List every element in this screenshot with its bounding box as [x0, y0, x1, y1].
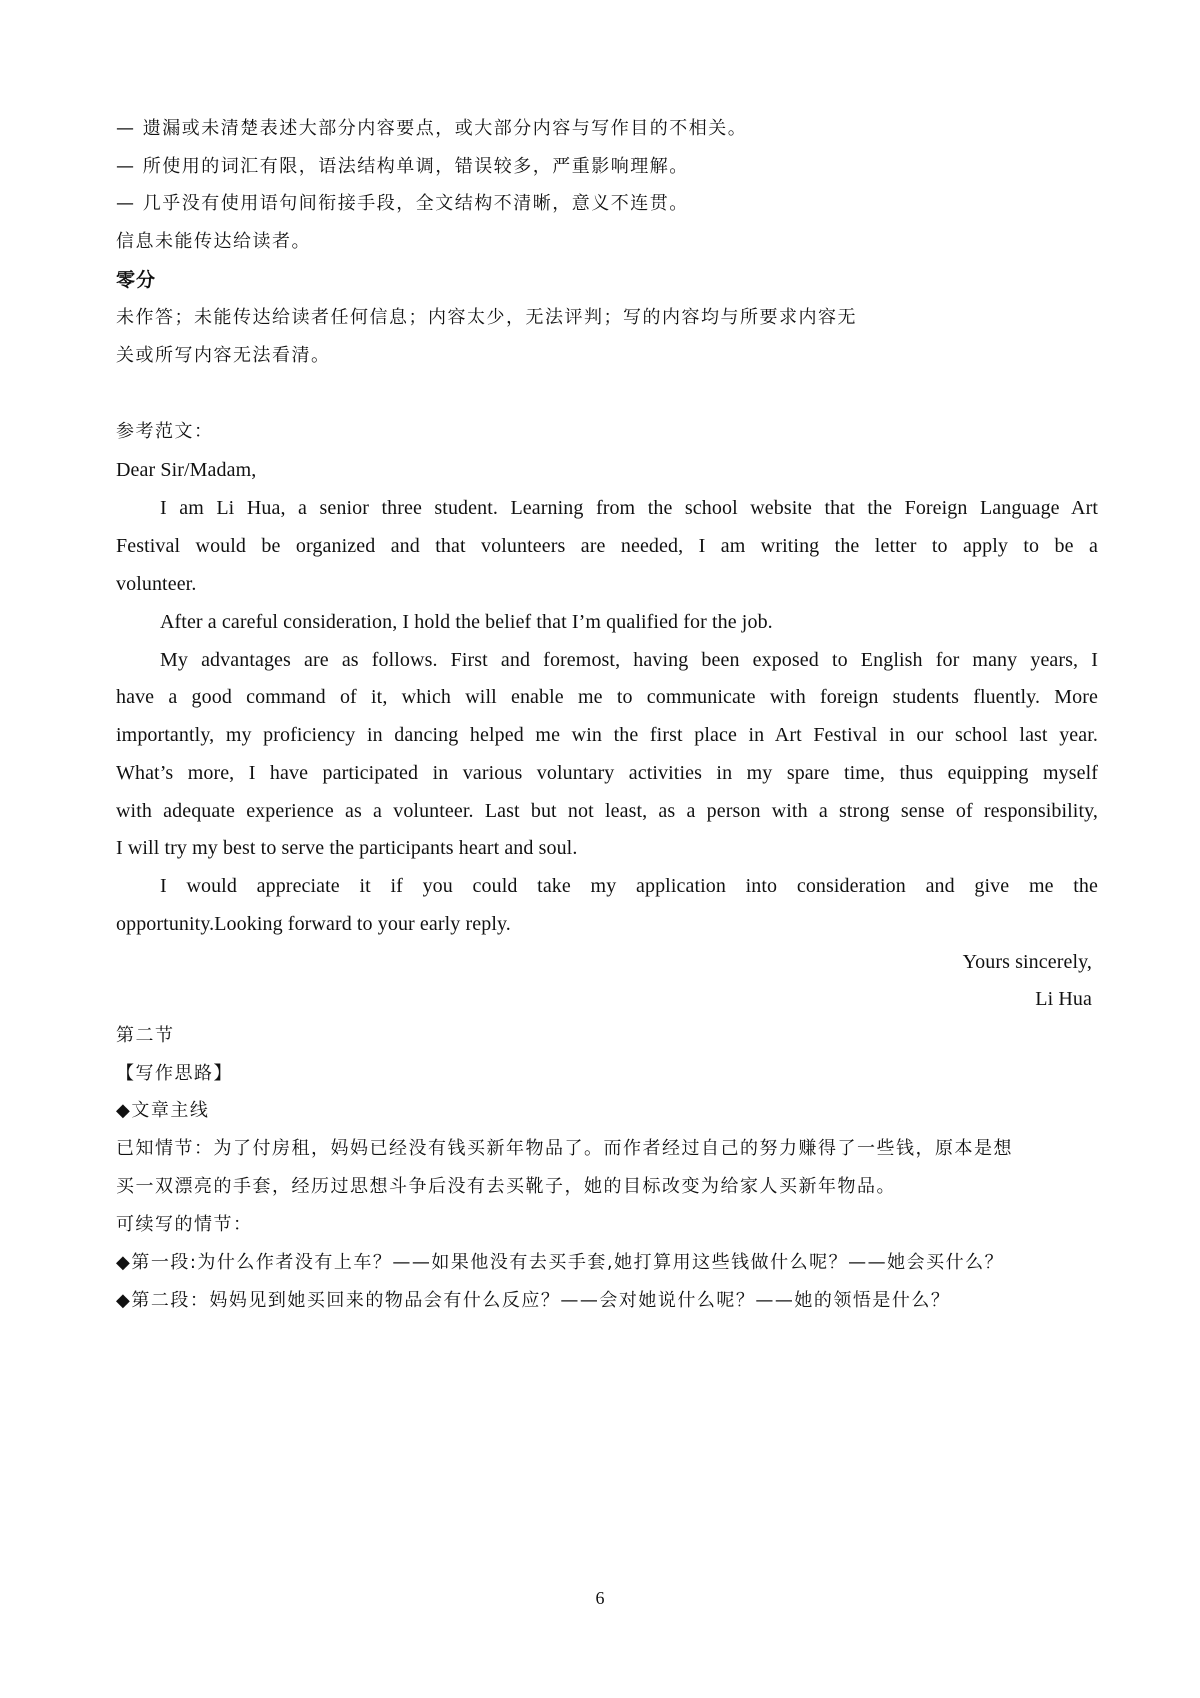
paragraph2-guide: ◆第二段：妈妈见到她买回来的物品会有什么反应？——会对她说什么呢？——她的领悟是什么？	[116, 1290, 951, 1311]
criteria-line-2: — 所使用的词汇有限，语法结构单调，错误较多，严重影响理解。	[116, 156, 689, 177]
para1-line-3: volunteer.	[116, 573, 197, 595]
zero-score-line-2: 关或所写内容无法看清。	[116, 345, 331, 366]
para3-line-6: I will try my best to serve the participants heart and soul.	[116, 837, 578, 859]
criteria-line-4: 信息未能传达给读者。	[116, 231, 311, 252]
section2-heading: 第二节	[116, 1025, 175, 1046]
para4-line-2: opportunity.Looking forward to your early reply.	[116, 913, 511, 935]
para4-line-1: I would appreciate it if you could take my application into consideration and give me the	[160, 875, 1098, 897]
criteria-line-3: — 几乎没有使用语句间衔接手段，全文结构不清晰，意义不连贯。	[116, 193, 689, 214]
para1-line-2: Festival would be organized and that volunteers are needed, I am writing the letter to apply to be a	[116, 535, 1098, 557]
criteria-line-1: — 遗漏或未清楚表述大部分内容要点，或大部分内容与写作目的不相关。	[116, 118, 748, 139]
writing-approach-title: 【写作思路】	[116, 1063, 233, 1084]
mainline-title: ◆文章主线	[116, 1100, 210, 1121]
zero-score-line-1: 未作答；未能传达给读者任何信息；内容太少，无法评判；写的内容均与所要求内容无	[116, 307, 857, 328]
paragraph1-guide: ◆第一段:为什么作者没有上车？——如果他没有去买手套,她打算用这些钱做什么呢？——她会买什么？	[116, 1252, 1005, 1273]
signature: Li Hua	[1035, 988, 1092, 1010]
known-plot-line-1: 已知情节：为了付房租，妈妈已经没有钱买新年物品了。而作者经过自己的努力赚得了一些钱，原本是想	[116, 1138, 1013, 1159]
para1-line-1: I am Li Hua, a senior three student. Learning from the school website that the Foreign Language Art	[160, 497, 1098, 519]
para3-line-2: have a good command of it, which will enable me to communicate with foreign students fluently. More	[116, 686, 1098, 708]
closing: Yours sincerely,	[962, 951, 1092, 973]
known-plot-line-2: 买一双漂亮的手套，经历过思想斗争后没有去买靴子，她的目标改变为给家人买新年物品。	[116, 1176, 896, 1197]
para3-line-1: My advantages are as follows. First and foremost, having been exposed to English for many years, I	[160, 649, 1098, 671]
para3-line-5: with adequate experience as a volunteer. Last but not least, as a person with a strong sense of responsibility,	[116, 800, 1098, 822]
zero-score-heading: 零分	[116, 269, 157, 291]
para3-line-3: importantly, my proficiency in dancing helped me win the first place in Art Festival in our school last year.	[116, 724, 1098, 746]
para3-line-4: What’s more, I have participated in various voluntary activities in my spare time, thus equipping myself	[116, 762, 1098, 784]
salutation: Dear Sir/Madam,	[116, 459, 257, 481]
page-number: 6	[595, 1588, 605, 1608]
continue-plot-title: 可续写的情节：	[116, 1214, 253, 1235]
sample-heading: 参考范文：	[116, 421, 214, 442]
para2-line-1: After a careful consideration, I hold the belief that I’m qualified for the job.	[160, 611, 773, 633]
